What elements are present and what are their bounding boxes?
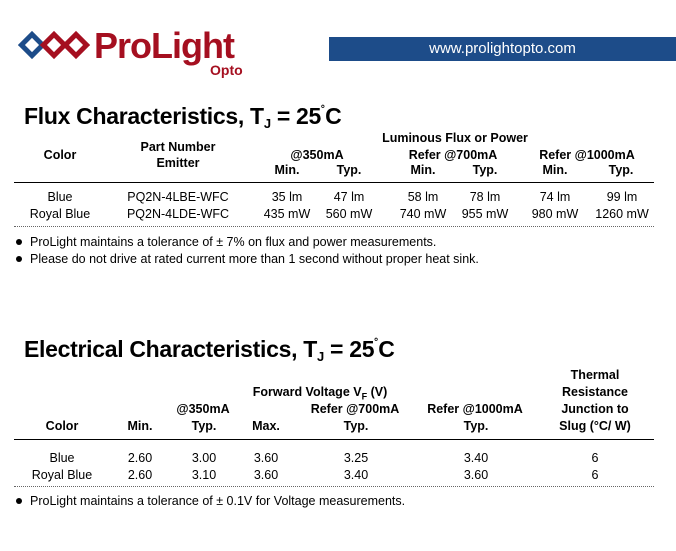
flux-col-color: Color xyxy=(43,148,77,162)
elec-row1-max: 3.60 xyxy=(253,468,279,482)
flux-bottom-rule xyxy=(14,226,654,227)
elec-row0-thermal: 6 xyxy=(591,451,599,465)
elec-row1-thermal: 6 xyxy=(591,468,599,482)
elec-col-typ350: Typ. xyxy=(191,419,217,433)
bullet-icon xyxy=(16,256,22,262)
elec-row0-color: Blue xyxy=(49,451,75,465)
flux-typ-350: Typ. xyxy=(336,163,362,177)
elec-col-color: Color xyxy=(45,419,79,433)
flux-note-1: Please do not drive at rated current more than 1 second without proper heat sink. xyxy=(16,251,479,267)
elec-row1-typ350: 3.10 xyxy=(191,468,217,482)
elec-note-0: ProLight maintains a tolerance of ± 0.1V for Voltage measurements. xyxy=(16,493,405,509)
flux-header-rule xyxy=(14,182,654,183)
flux-row1-v0: 435 mW xyxy=(263,207,311,221)
flux-col-part-line1: Part Number xyxy=(140,140,216,154)
elec-thermal-line0: Thermal xyxy=(570,368,620,382)
flux-row1-v3: 955 mW xyxy=(461,207,509,221)
flux-row0-v3: 78 lm xyxy=(469,190,501,204)
website-url[interactable]: www.prolightopto.com xyxy=(429,40,576,57)
flux-sub-350: @350mA xyxy=(290,148,344,162)
flux-typ-700: Typ. xyxy=(472,163,498,177)
flux-row1-v1: 560 mW xyxy=(325,207,373,221)
flux-row1-v5: 1260 mW xyxy=(595,207,649,221)
elec-bottom-rule xyxy=(14,486,654,487)
flux-min-700: Min. xyxy=(410,163,436,177)
flux-sub-1000: Refer @1000mA xyxy=(539,148,635,162)
flux-min-350: Min. xyxy=(274,163,300,177)
elec-col-typ1000: Typ. xyxy=(463,419,489,433)
url-bar xyxy=(329,37,676,61)
flux-row0-part: PQ2N-4LBE-WFC xyxy=(127,190,229,204)
elec-row1-typ1000: 3.60 xyxy=(463,468,489,482)
flux-row0-color: Blue xyxy=(47,190,73,204)
flux-row1-color: Royal Blue xyxy=(29,207,91,221)
elec-row1-color: Royal Blue xyxy=(31,468,93,482)
flux-row0-v0: 35 lm xyxy=(271,190,303,204)
brand-name: ProLight xyxy=(94,25,234,66)
flux-note-0: ProLight maintains a tolerance of ± 7% on flux and power measurements. xyxy=(16,234,436,250)
flux-row1-part: PQ2N-4LDE-WFC xyxy=(126,207,230,221)
elec-sub-1000: Refer @1000mA xyxy=(427,402,523,416)
elec-col-max: Max. xyxy=(252,419,280,433)
flux-row0-v2: 58 lm xyxy=(407,190,439,204)
flux-row0-v5: 99 lm xyxy=(606,190,638,204)
elec-header-rule xyxy=(14,439,654,440)
elec-thermal-line2: Junction to xyxy=(561,402,629,416)
elec-section-title: Electrical Characteristics, $T_J = 25^˚C$ xyxy=(24,336,395,364)
elec-row0-typ350: 3.00 xyxy=(191,451,217,465)
flux-row0-v1: 47 lm xyxy=(333,190,365,204)
flux-typ-1000: Typ. xyxy=(608,163,634,177)
flux-col-part-line2: Emitter xyxy=(156,156,200,170)
flux-row1-v4: 980 mW xyxy=(531,207,579,221)
flux-row1-v2: 740 mW xyxy=(399,207,447,221)
elec-row0-typ700: 3.25 xyxy=(343,451,369,465)
elec-thermal-line3: Slug (°C/ W) xyxy=(559,419,631,433)
elec-row0-typ1000: 3.40 xyxy=(463,451,489,465)
brand-subtitle: Opto xyxy=(210,62,243,78)
elec-thermal-line1: Resistance xyxy=(561,385,628,399)
flux-group-header: Luminous Flux or Power xyxy=(382,131,528,145)
elec-sub-350: @350mA xyxy=(176,402,230,416)
elec-col-typ700: Typ. xyxy=(343,419,369,433)
elec-row1-min: 2.60 xyxy=(127,468,153,482)
elec-group-header: Forward Voltage $V_F$ (V) xyxy=(252,385,388,402)
flux-section-title: Flux Characteristics, $T_J = 25^˚C$ xyxy=(24,103,342,131)
flux-sub-700: Refer @700mA xyxy=(408,148,498,162)
elec-row0-max: 3.60 xyxy=(253,451,279,465)
elec-row0-min: 2.60 xyxy=(127,451,153,465)
flux-row0-v4: 74 lm xyxy=(539,190,571,204)
flux-min-1000: Min. xyxy=(542,163,568,177)
elec-sub-700: Refer @700mA xyxy=(310,402,400,416)
elec-row1-typ700: 3.40 xyxy=(343,468,369,482)
elec-col-min: Min. xyxy=(127,419,153,433)
bullet-icon xyxy=(16,498,22,504)
bullet-icon xyxy=(16,239,22,245)
diamond-logo-icon xyxy=(18,26,90,66)
